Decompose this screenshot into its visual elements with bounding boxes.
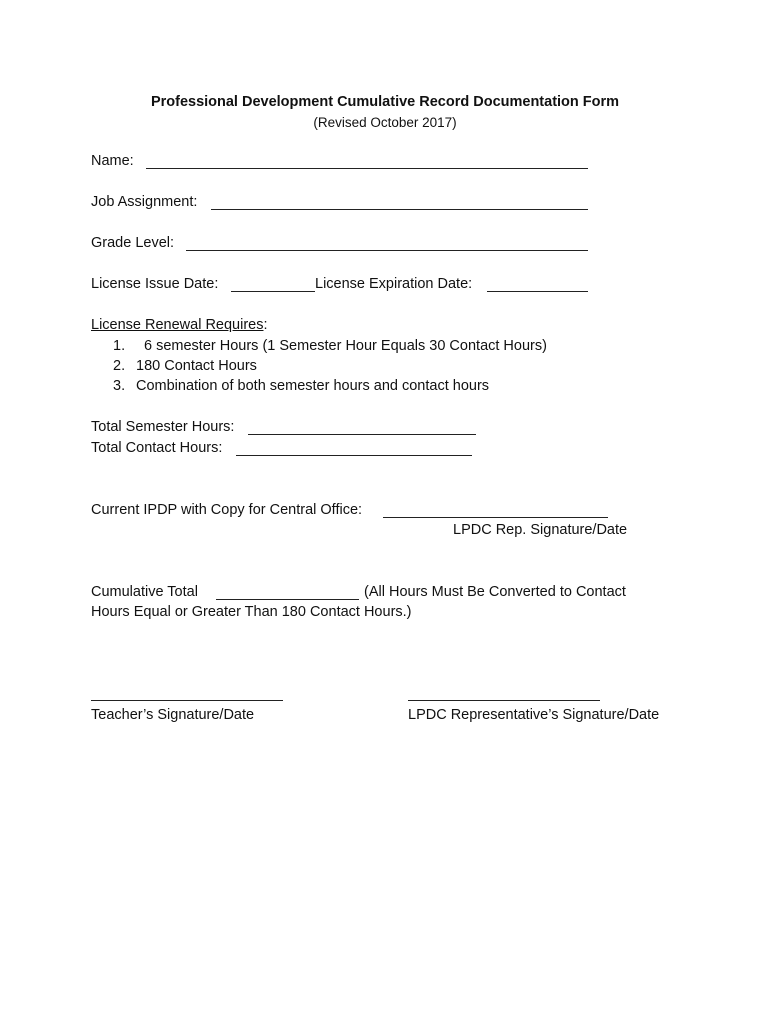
name-field-line[interactable]: [146, 168, 588, 169]
license-expiration-date-field-line[interactable]: [487, 291, 588, 292]
cumulative-total-field-line[interactable]: [216, 599, 359, 600]
form-subtitle: (Revised October 2017): [313, 115, 457, 130]
ipdp-signature-field-line[interactable]: [383, 517, 608, 518]
ipdp-signature-caption: LPDC Rep. Signature/Date: [453, 522, 628, 538]
renewal-heading: [91, 317, 268, 333]
license-expiration-date-label: License Expiration Date:: [315, 276, 473, 292]
total-semester-hours-field-line[interactable]: [248, 434, 476, 435]
renewal-item-3-text: Combination of both semester hours and contact hours: [136, 378, 490, 394]
license-issue-date-label: License Issue Date:: [91, 276, 219, 292]
renewal-item-1-text: 6 semester Hours (1 Semester Hour Equals 30 Contact Hours): [144, 338, 547, 354]
lpdc-representative-signature-line[interactable]: [408, 700, 600, 701]
cumulative-note-line-2: Hours Equal or Greater Than 180 Contact Hours.): [91, 604, 412, 620]
renewal-item-1-number: 1.: [113, 338, 126, 354]
name-label: Name:: [91, 153, 134, 169]
job-assignment-label: Job Assignment:: [91, 194, 198, 210]
cumulative-total-label: Cumulative Total: [91, 584, 198, 600]
grade-level-label: Grade Level:: [91, 235, 175, 251]
renewal-item-3-number: 3.: [113, 378, 126, 394]
teacher-signature-caption: Teacher’s Signature/Date: [91, 707, 255, 723]
renewal-heading-colon: :: [263, 317, 268, 333]
renewal-item-2-text: 180 Contact Hours: [136, 358, 257, 374]
renewal-heading-text: License Renewal Requires: [91, 317, 264, 333]
lpdc-representative-signature-caption: LPDC Representative’s Signature/Date: [408, 707, 660, 723]
total-contact-hours-field-line[interactable]: [236, 455, 472, 456]
license-issue-date-field-line[interactable]: [231, 291, 315, 292]
job-assignment-field-line[interactable]: [211, 209, 588, 210]
total-contact-hours-label: Total Contact Hours:: [91, 440, 223, 456]
total-semester-hours-label: Total Semester Hours:: [91, 419, 235, 435]
cumulative-note-line-1: (All Hours Must Be Converted to Contact: [364, 584, 626, 600]
renewal-item-2-number: 2.: [113, 358, 126, 374]
teacher-signature-line[interactable]: [91, 700, 283, 701]
form-title: Professional Development Cumulative Record Documentation Form: [150, 94, 620, 110]
ipdp-label: Current IPDP with Copy for Central Office:: [91, 502, 363, 518]
grade-level-field-line[interactable]: [186, 250, 588, 251]
